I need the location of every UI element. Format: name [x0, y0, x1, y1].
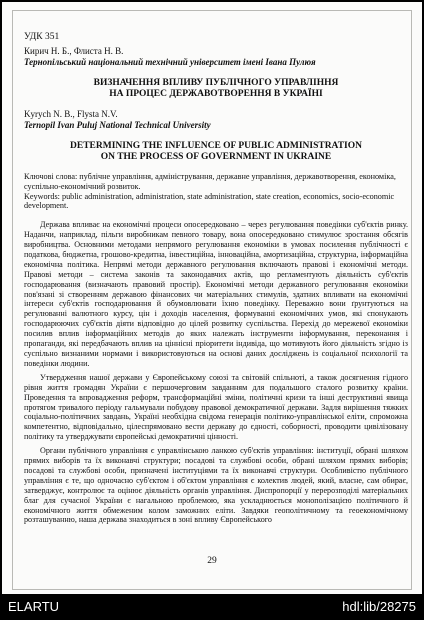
- article-body: [24, 220, 408, 525]
- keywords-en: Keywords: public administration, administration, state administration, state creation, economics, socio-economic development.: [24, 191, 395, 211]
- ua-title-line-1: ВИЗНАЧЕННЯ ВПЛИВУ ПУБЛІЧНОГО УПРАВЛІННЯ: [93, 78, 339, 88]
- footer-repository-name: ELARTU: [8, 599, 60, 614]
- body-paragraph-1: Держава впливає на економічні процеси опосередковано – через регулювання поведінки суб'єктів ринку. Наданчи, наприклад, пільги виробникам певного товару, вона опосередковано стимулює зростання обсягів виробництва. Основними методами непрямого регулювання економіки в умовах посилення публічності є податкова, бюджетна, грошово-кредитна, інвестиційна, інноваційна, амортизаційна, структурна, інформаційна економічна політика. Непрямі методи державного регулювання включають правові і економічні методи. Правові методи – система законів та законодавчих актів, що регламентують діяльність суб'єктів господарювання (визначають правовий простір). Економічні методи державного регулювання економіки пов'язані зі створенням державою фінансових чи матеріальних стимулів, здатних впливати на економічні інтереси суб'єктів господарювання й обумовлювати їхню поведінку. Переважно вони ґрунтуються на регулюванні валютного курсу, цін і доходів населення, формуванні економічних умов, які спонукають господарюючих суб'єктів діяти відповідно до цілей розвитку суспільства. Перехід до мережевої економіки посилив вплив інформаційних методів до яких належать інструменти інформування, переконання і пропаганди, які передбачають вплив на ціннісні пріоритети індивіда, що мотивують його діяльність згідно із суспільно визнаними нормами і використовуються на основі даних досліджень із соціальної психології та поведінки людини.: [24, 220, 408, 368]
- ua-affiliation: Тернопільський національний технічний університет імені Івана Пулюя: [24, 57, 316, 67]
- en-authors: Kyrych N. B., Flysta N.V.: [24, 109, 118, 119]
- document-page: [2, 2, 422, 594]
- footer-handle-id: hdl:lib/28275: [342, 599, 416, 614]
- udk-code: УДК 351: [24, 32, 60, 42]
- body-paragraph-2: Утвердження нашої держави у Європейському союзі та світовій спільноті, а також досягнення гідного рівня життя громадян України є першочерговим завданням для подальшого сталого розвитку країни. Проведення та впровадження реформ, трансформаційні зміни, політичні кризи та інші деструктивні явища протягом тривалого періоду гальмували побудову правової демократичної держави. Задля вирішення тяжких соціально-політичних завдань, Україні необхідна свідома генерація політико-управлінської еліти, спроможна компетентно, відповідально, цілеспрямовано вести державу до єдності, соборності, проводити цивілізовану політику та утверджувати європейські демократичні цінності.: [24, 372, 408, 442]
- keywords-ua: Ключові слова: публічне управління, адміністрування, державне управління, державотворення, економіка, суспільно-економічний розвиток.: [24, 172, 396, 191]
- ua-authors: Кирич Н. Б., Флиста Н. В.: [24, 46, 124, 56]
- ua-title: [24, 78, 408, 100]
- en-title-line-1: DETERMINING THE INFLUENCE OF PUBLIC ADMINISTRATION: [70, 141, 362, 151]
- article-content: [24, 18, 408, 529]
- body-paragraph-3: Органи публічного управління є управлінською ланкою суб'єктів управління: інституції, обрані шляхом прямих виборів та їх виконавчі структури; посадові та службові особи, обрані шляхом прямих виборів; посадові та службові особи, призначені інституціями та їх виконавчі структури. Особливістю публічного управління є те, що одночасно суб'єктом і об'єктом управління є колектив людей, який, власне, сам обирає, затверджує, контролює та оцінює діяльність органів управління. Диспропорції у перерозподілі матеріальних благ для сучасної України є нагальною проблемою, яка ускладнюється монополізацією політичного й економічного життя обмеженим колом заможних еліти. Завдяки геополітичному та геоекономічному розташуванню, наша держава знаходиться в зоні впливу Європейського: [24, 446, 408, 525]
- en-title-line-2: ON THE PROCESS OF GOVERNMENT IN UKRAINE: [100, 152, 332, 162]
- en-affiliation: Ternopil Ivan Puluj National Technical University: [24, 120, 211, 130]
- ua-title-line-2: НА ПРОЦЕС ДЕРЖАВОТВОРЕННЯ В УКРАЇНІ: [109, 89, 323, 99]
- footer-bar: [0, 594, 424, 620]
- page-number: 29: [207, 556, 217, 566]
- en-title: [24, 141, 408, 163]
